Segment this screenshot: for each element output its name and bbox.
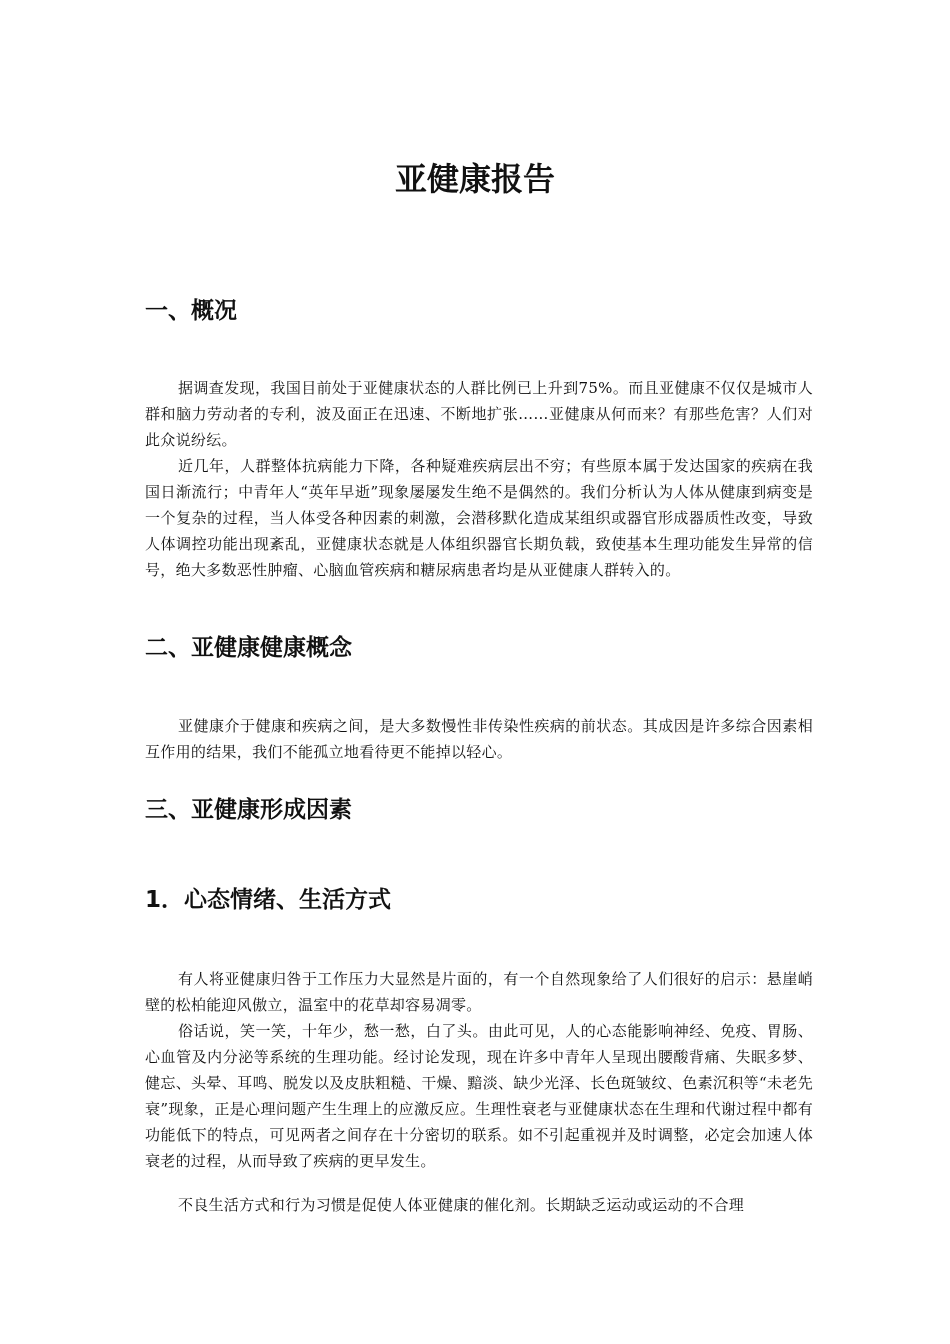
paragraph: 俗话说，笑一笑，十年少，愁一愁，白了头。由此可见，人的心态能影响神经、免疫、胃肠、心血管及内分泌等系统的生理功能。经讨论发现，现在许多中青年人呈现出腰酸背痛、失眠多梦、健忘、头晕、耳鸣、脱发以及皮肤粗糙、干燥、黯淡、缺少光泽、长色斑皱纹、色素沉积等“未老先衰”现象，正是心理问题产生生理上的应激反应。生理性衰老与亚健康状态在生理和代谢过程中都有功能低下的特点，可见两者之间存在十分密切的联系。如不引起重视并及时调整，必定会加速人体衰老的过程，从而导致了疾病的更早发生。 [145, 1022, 813, 1170]
paragraph: 有人将亚健康归咎于工作压力大显然是片面的，有一个自然现象给了人们很好的启示：悬崖峭壁的松柏能迎风傲立，温室中的花草却容易凋零。 [145, 970, 813, 1014]
section-heading-overview: 一、概况 [145, 298, 237, 324]
subsection-heading-mindset-lifestyle: 1．心态情绪、生活方式 [145, 887, 392, 913]
subsection-body-mindset-lifestyle [145, 966, 813, 1218]
paragraph: 亚健康介于健康和疾病之间，是大多数慢性非传染性疾病的前状态。其成因是许多综合因素相互作用的结果，我们不能孤立地看待更不能掉以轻心。 [145, 717, 813, 761]
paragraph: 不良生活方式和行为习惯是促使人体亚健康的催化剂。长期缺乏运动或运动的不合理 [178, 1196, 745, 1214]
section-body-concept [145, 713, 813, 765]
paragraph: 近几年，人群整体抗病能力下降，各种疑难疾病层出不穷；有些原本属于发达国家的疾病在我国日渐流行；中青年人“英年早逝”现象屡屡发生绝不是偶然的。我们分析认为人体从健康到病变是一个复杂的过程，当人体受各种因素的刺激，会潜移默化造成某组织或器官形成器质性改变，导致人体调控功能出现紊乱，亚健康状态就是人体组织器官长期负载，致使基本生理功能发生异常的信号，绝大多数恶性肿瘤、心脑血管疾病和糖尿病患者均是从亚健康人群转入的。 [145, 457, 813, 579]
paragraph: 据调查发现，我国目前处于亚健康状态的人群比例已上升到75%。而且亚健康不仅仅是城市人群和脑力劳动者的专利，波及面正在迅速、不断地扩张……亚健康从何而来？有那些危害？人们对此众说纷纭。 [145, 379, 813, 449]
document-title: 亚健康报告 [394, 160, 555, 198]
section-heading-factors: 三、亚健康形成因素 [145, 797, 352, 823]
section-body-overview [145, 375, 813, 583]
section-heading-concept: 二、亚健康健康概念 [145, 635, 352, 661]
